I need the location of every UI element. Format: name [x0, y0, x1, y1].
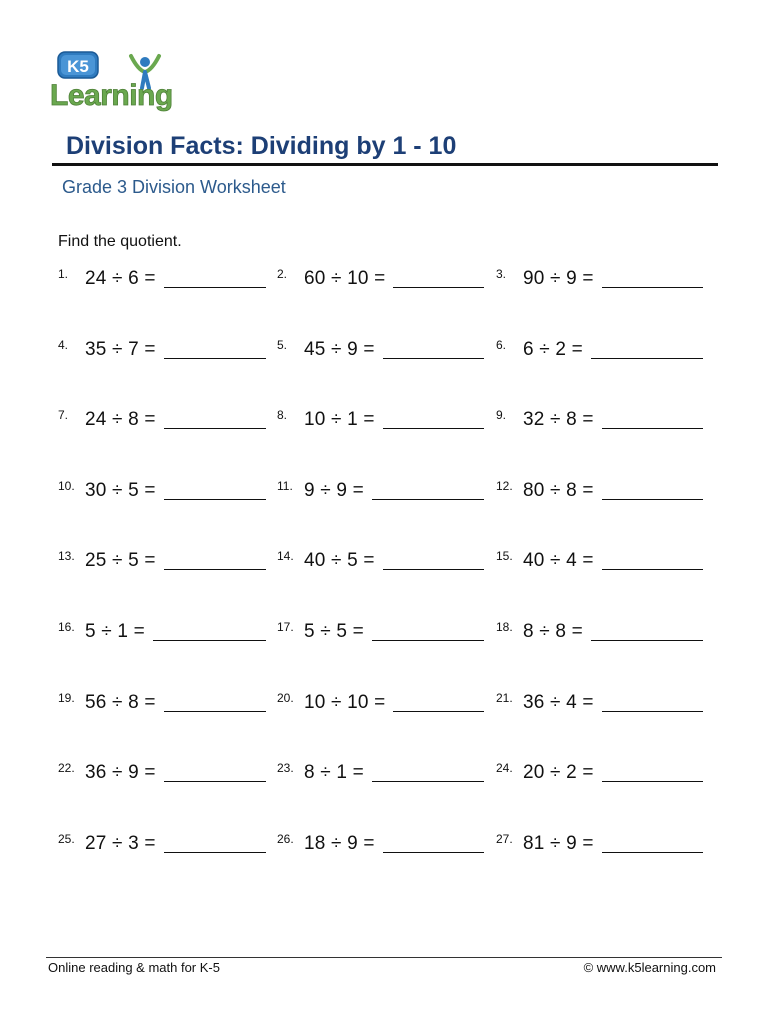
problem-number: 18.: [496, 620, 513, 634]
problem-expression: 18 ÷ 9 =: [304, 833, 375, 854]
answer-blank[interactable]: [602, 851, 703, 853]
problem-number: 2.: [277, 267, 288, 281]
problem-number: 23.: [277, 761, 294, 775]
problem-item: [58, 409, 266, 439]
problem-expression: 24 ÷ 6 =: [85, 268, 156, 289]
problem-expression: 35 ÷ 7 =: [85, 339, 156, 360]
answer-blank[interactable]: [383, 851, 484, 853]
answer-blank[interactable]: [602, 286, 703, 288]
problem-expression: 10 ÷ 10 =: [304, 692, 386, 713]
problem-expression: 81 ÷ 9 =: [523, 833, 594, 854]
answer-blank[interactable]: [164, 710, 266, 712]
problem-item: [496, 268, 703, 298]
problem-expression: 36 ÷ 4 =: [523, 692, 594, 713]
answer-blank[interactable]: [393, 286, 484, 288]
answer-blank[interactable]: [602, 710, 703, 712]
problem-expression: 24 ÷ 8 =: [85, 409, 156, 430]
worksheet-title: Division Facts: Dividing by 1 - 10: [66, 132, 457, 160]
problem-number: 20.: [277, 691, 294, 705]
problem-number: 1.: [58, 267, 69, 281]
problem-item: [277, 409, 484, 439]
answer-blank[interactable]: [383, 427, 484, 429]
problem-expression: 90 ÷ 9 =: [523, 268, 594, 289]
problem-item: [58, 762, 266, 792]
problem-expression: 27 ÷ 3 =: [85, 833, 156, 854]
answer-blank[interactable]: [372, 780, 484, 782]
problem-item: [58, 550, 266, 580]
answer-blank[interactable]: [393, 710, 484, 712]
answer-blank[interactable]: [164, 498, 266, 500]
answer-blank[interactable]: [164, 286, 266, 288]
problem-item: [277, 480, 484, 510]
answer-blank[interactable]: [164, 851, 266, 853]
problem-item: [496, 692, 703, 722]
problem-item: [496, 480, 703, 510]
problem-expression: 8 ÷ 8 =: [523, 621, 583, 642]
problem-expression: 45 ÷ 9 =: [304, 339, 375, 360]
problem-number: 12.: [496, 479, 513, 493]
answer-blank[interactable]: [164, 568, 266, 570]
answer-blank[interactable]: [164, 357, 266, 359]
problem-expression: 30 ÷ 5 =: [85, 480, 156, 501]
answer-blank[interactable]: [602, 780, 703, 782]
problem-item: [277, 339, 484, 369]
footer-tagline: Online reading & math for K-5: [48, 960, 220, 975]
problem-expression: 5 ÷ 1 =: [85, 621, 145, 642]
answer-blank[interactable]: [591, 357, 703, 359]
problem-item: [277, 762, 484, 792]
answer-blank[interactable]: [602, 427, 703, 429]
problem-item: [277, 268, 484, 298]
problem-expression: 40 ÷ 4 =: [523, 550, 594, 571]
answer-blank[interactable]: [591, 639, 703, 641]
answer-blank[interactable]: [602, 498, 703, 500]
problem-expression: 56 ÷ 8 =: [85, 692, 156, 713]
problem-number: 27.: [496, 832, 513, 846]
problem-number: 5.: [277, 338, 288, 352]
problem-expression: 60 ÷ 10 =: [304, 268, 386, 289]
problem-item: [58, 833, 266, 863]
answer-blank[interactable]: [372, 639, 484, 641]
problem-number: 6.: [496, 338, 507, 352]
problem-number: 3.: [496, 267, 507, 281]
answer-blank[interactable]: [383, 568, 484, 570]
answer-blank[interactable]: [164, 780, 266, 782]
answer-blank[interactable]: [153, 639, 266, 641]
footer-copyright: © www.k5learning.com: [583, 960, 716, 975]
problem-number: 13.: [58, 549, 75, 563]
problem-number: 15.: [496, 549, 513, 563]
problem-number: 21.: [496, 691, 513, 705]
problem-number: 22.: [58, 761, 75, 775]
problem-item: [277, 550, 484, 580]
problem-number: 19.: [58, 691, 75, 705]
logo-word-text: Learning: [50, 79, 173, 112]
problem-item: [58, 692, 266, 722]
answer-blank[interactable]: [372, 498, 484, 500]
worksheet-subtitle: Grade 3 Division Worksheet: [62, 177, 286, 197]
footer-divider: [46, 957, 722, 958]
answer-blank[interactable]: [164, 427, 266, 429]
problem-item: [496, 409, 703, 439]
k5-learning-logo: [48, 50, 188, 112]
problem-number: 4.: [58, 338, 69, 352]
problem-number: 26.: [277, 832, 294, 846]
problem-number: 8.: [277, 408, 288, 422]
problem-item: [496, 339, 703, 369]
problem-item: [496, 550, 703, 580]
problem-expression: 8 ÷ 1 =: [304, 762, 364, 783]
instructions-text: Find the quotient.: [58, 233, 182, 250]
problem-number: 25.: [58, 832, 75, 846]
answer-blank[interactable]: [383, 357, 484, 359]
problem-expression: 36 ÷ 9 =: [85, 762, 156, 783]
problem-number: 17.: [277, 620, 294, 634]
problem-expression: 5 ÷ 5 =: [304, 621, 364, 642]
problem-item: [277, 833, 484, 863]
problem-item: [496, 833, 703, 863]
problem-item: [58, 268, 266, 298]
problem-item: [496, 621, 703, 651]
problem-item: [58, 621, 266, 651]
problem-number: 11.: [277, 479, 293, 493]
problem-number: 16.: [58, 620, 75, 634]
problem-number: 7.: [58, 408, 69, 422]
problem-expression: 9 ÷ 9 =: [304, 480, 364, 501]
title-divider: [52, 163, 718, 166]
problem-number: 9.: [496, 408, 507, 422]
problem-item: [277, 621, 484, 651]
problem-number: 10.: [58, 479, 75, 493]
problem-item: [58, 339, 266, 369]
problem-item: [58, 480, 266, 510]
problem-expression: 25 ÷ 5 =: [85, 550, 156, 571]
problem-expression: 80 ÷ 8 =: [523, 480, 594, 501]
problem-expression: 10 ÷ 1 =: [304, 409, 375, 430]
problem-item: [496, 762, 703, 792]
problem-item: [277, 692, 484, 722]
problem-expression: 20 ÷ 2 =: [523, 762, 594, 783]
problem-expression: 40 ÷ 5 =: [304, 550, 375, 571]
problem-expression: 6 ÷ 2 =: [523, 339, 583, 360]
problem-number: 14.: [277, 549, 294, 563]
logo-badge-text: K5: [67, 57, 89, 76]
answer-blank[interactable]: [602, 568, 703, 570]
problem-expression: 32 ÷ 8 =: [523, 409, 594, 430]
problem-number: 24.: [496, 761, 513, 775]
